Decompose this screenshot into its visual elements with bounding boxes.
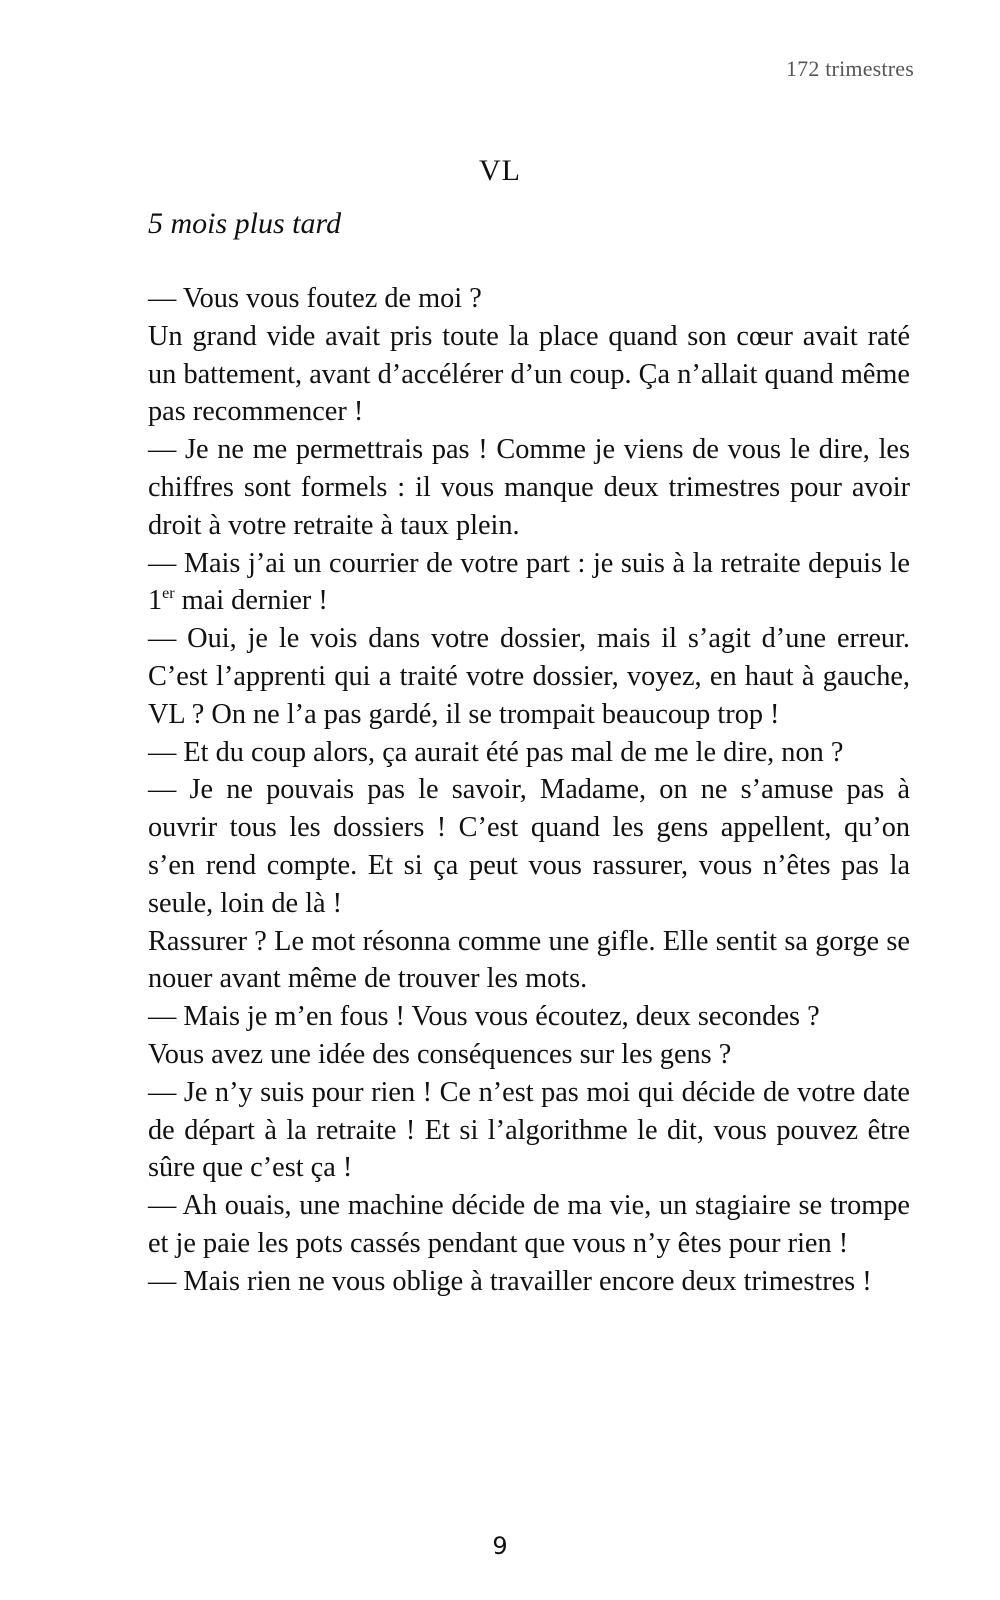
paragraph-text: — Mais j’ai un courrier de votre part : je suis à la retraite depuis le 1 [148,547,910,617]
paragraph-dialogue: — Et du coup alors, ça aurait été pas mal de me le dire, non ? [148,736,844,768]
paragraph-text: mai dernier ! [174,585,328,617]
running-title: 172 trimestres [785,56,914,81]
paragraph-dialogue: — Mais rien ne vous oblige à travailler encore deux trimestres ! [148,1265,872,1297]
paragraph-narration: Rassurer ? Le mot résonna comme une gifle. Elle sentit sa gorge se nouer avant même de trouver les mots. [148,925,910,995]
paragraph-line: Vous avez une idée des conséquences sur les gens ? [148,1038,732,1070]
paragraph-line: — Mais je m’en fous ! Vous vous écoutez, deux secondes ? [148,1001,820,1033]
paragraph-dialogue: — Vous vous foutez de moi ? [148,283,482,314]
chapter-title: VL [479,154,521,187]
paragraph-dialogue: — Oui, je le vois dans votre dossier, mais il s’agit d’une erreur. C’est l’apprenti qui a traité votre dossier, voyez, en haut à gauche, VL ? On ne l’a pas gardé, il se trompait beaucoup trop ! [148,623,910,730]
ordinal-superscript: er [162,585,175,603]
paragraph-dialogue [148,998,910,1074]
paragraph-dialogue: — Je ne pouvais pas le savoir, Madame, on ne s’amuse pas à ouvrir tous les dossiers ! C’est quand les gens appellent, qu’on s’en rend compte. Et si ça peut vous rassurer, vous n’êtes pas la seule, loin de là ! [148,774,910,919]
paragraph-dialogue: — Je n’y suis pour rien ! Ce n’est pas moi qui décide de votre date de départ à la retraite ! Et si l’algorithme le dit, vous pouvez être sûre que c’est ça ! [148,1076,910,1184]
chapter-subtitle: 5 mois plus tard [148,207,342,240]
paragraph-dialogue: — Je ne me permettrais pas ! Comme je viens de vous le dire, les chiffres sont formels : il vous manque deux trimestres pour avoir droit à votre retraite à taux plein. [148,434,910,541]
paragraph-dialogue [148,545,910,621]
paragraph-dialogue: — Ah ouais, une machine décide de ma vie, un stagiaire se trompe et je paie les pots cassés pendant que vous n’y êtes pour rien ! [148,1190,910,1259]
paragraph-narration: Un grand vide avait pris toute la place quand son cœur avait raté un battement, avant d’accélérer d’un coup. Ça n’allait quand même pas recommencer ! [148,320,910,428]
body-text [148,280,910,1301]
page-number: 9 [492,1532,508,1560]
